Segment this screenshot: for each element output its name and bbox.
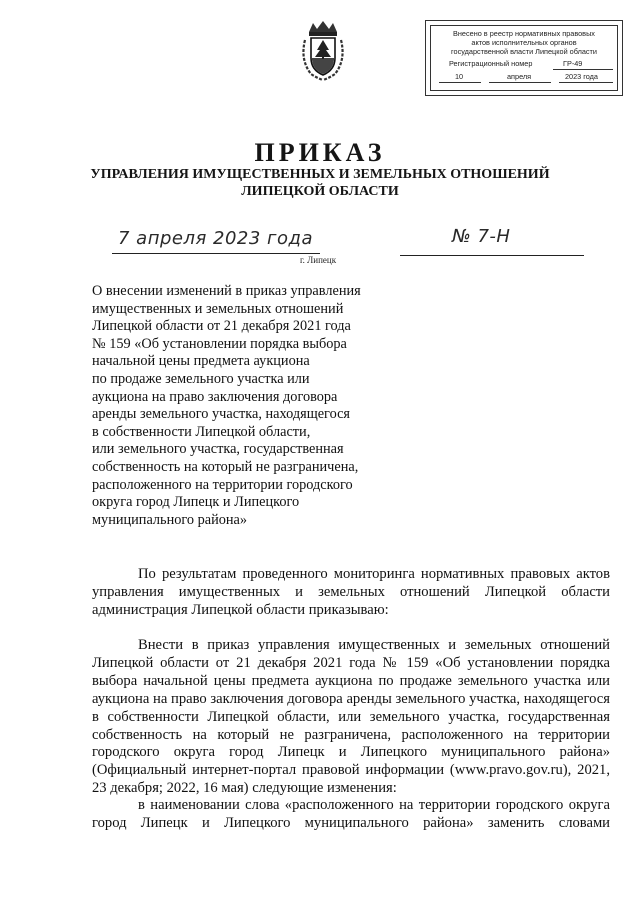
- subject-line: О внесении изменений в приказ управления: [92, 283, 361, 299]
- stamp-line-3: государственной власти Липецкой области: [451, 47, 597, 56]
- number-underline: [400, 255, 584, 256]
- stamp-line-1: Внесено в реестр нормативных правовых: [453, 29, 595, 38]
- subject-line: собственность на который не разграничена,: [92, 458, 359, 475]
- subject-line: имущественных и земельных отношений: [92, 300, 344, 317]
- stamp-month-underline: [489, 82, 551, 83]
- order-subject: [92, 283, 392, 529]
- preamble-paragraph: [92, 566, 610, 620]
- issuing-authority-line-2: ЛИПЕЦКОЙ ОБЛАСТИ: [241, 184, 399, 199]
- subject-line: начальной цены предмета аукциона: [92, 353, 310, 370]
- document-title: ПРИКАЗ: [254, 138, 386, 167]
- coat-of-arms-icon: [299, 20, 347, 82]
- handwritten-date: 7 апреля 2023 года: [118, 228, 314, 249]
- stamp-day: 10: [455, 72, 464, 81]
- registry-stamp: [425, 20, 623, 96]
- city-label: г. Липецк: [300, 255, 337, 265]
- stamp-day-underline: [439, 82, 481, 83]
- stamp-reg-number: ГР-49: [563, 59, 583, 68]
- change-paragraph: [92, 797, 610, 833]
- subject-line: расположенного на территории городского: [92, 476, 353, 493]
- subject-line: округа город Липецк и Липецкого: [92, 494, 300, 511]
- registry-stamp-frame: [430, 25, 618, 91]
- stamp-year: 2023 года: [565, 72, 598, 81]
- issuing-authority-line-1: УПРАВЛЕНИЯ ИМУЩЕСТВЕННЫХ И ЗЕМЕЛЬНЫХ ОТНОШЕНИЙ: [90, 167, 550, 182]
- date-underline: [112, 253, 320, 254]
- subject-line: аренды земельного участка, находящегося: [92, 406, 350, 423]
- subject-line: или земельного участка, государственная: [92, 441, 344, 458]
- stamp-line-2: актов исполнительных органов: [471, 38, 577, 47]
- subject-line: в собственности Липецкой области,: [92, 423, 311, 440]
- stamp-year-underline: [559, 82, 613, 83]
- change-text: в наименовании слова «расположенного на территории городского округа город Липецк и Липецкого муниципального района» заменить словами: [92, 797, 610, 831]
- subject-line: муниципального района»: [92, 511, 248, 528]
- subject-line: Липецкой области от 21 декабря 2021 года: [92, 318, 351, 335]
- subject-line: по продаже земельного участка или: [92, 370, 310, 387]
- coat-of-arms-emblem: [299, 20, 347, 82]
- issuing-authority: [60, 166, 580, 200]
- main-paragraph: [92, 637, 610, 798]
- stamp-reg-underline: [553, 69, 613, 70]
- subject-line: аукциона на право заключения договора: [92, 388, 338, 405]
- stamp-reg-label: Регистрационный номер: [449, 59, 533, 68]
- stamp-month: апреля: [507, 72, 532, 81]
- preamble-text: По результатам проведенного мониторинга нормативных правовых актов управления имущественных и земельных отношений Липецкой области администрация Липецкой области приказываю:: [92, 566, 610, 618]
- main-text: Внести в приказ управления имущественных и земельных отношений Липецкой области от 21 декабря 2021 года № 159 «Об установлении порядка выбора начальной цены предмета аукциона по продаже земельного участка или аукциона на право заключения договора аренды земельного участка, находящегося в собственности Липецкой области, или земельного участка, государственная собственность на который не разграничена, расположенного на территории городского округа город Липецк и Липецкого муниципального района» (Официальный интернет-портал правовой информации (www.pravo.gov.ru), 2021, 23 декабря; 2022, 16 мая) следующие изменения:: [92, 637, 610, 797]
- subject-line: № 159 «Об установлении порядка выбора: [92, 335, 347, 352]
- handwritten-number: № 7-Н: [452, 226, 511, 247]
